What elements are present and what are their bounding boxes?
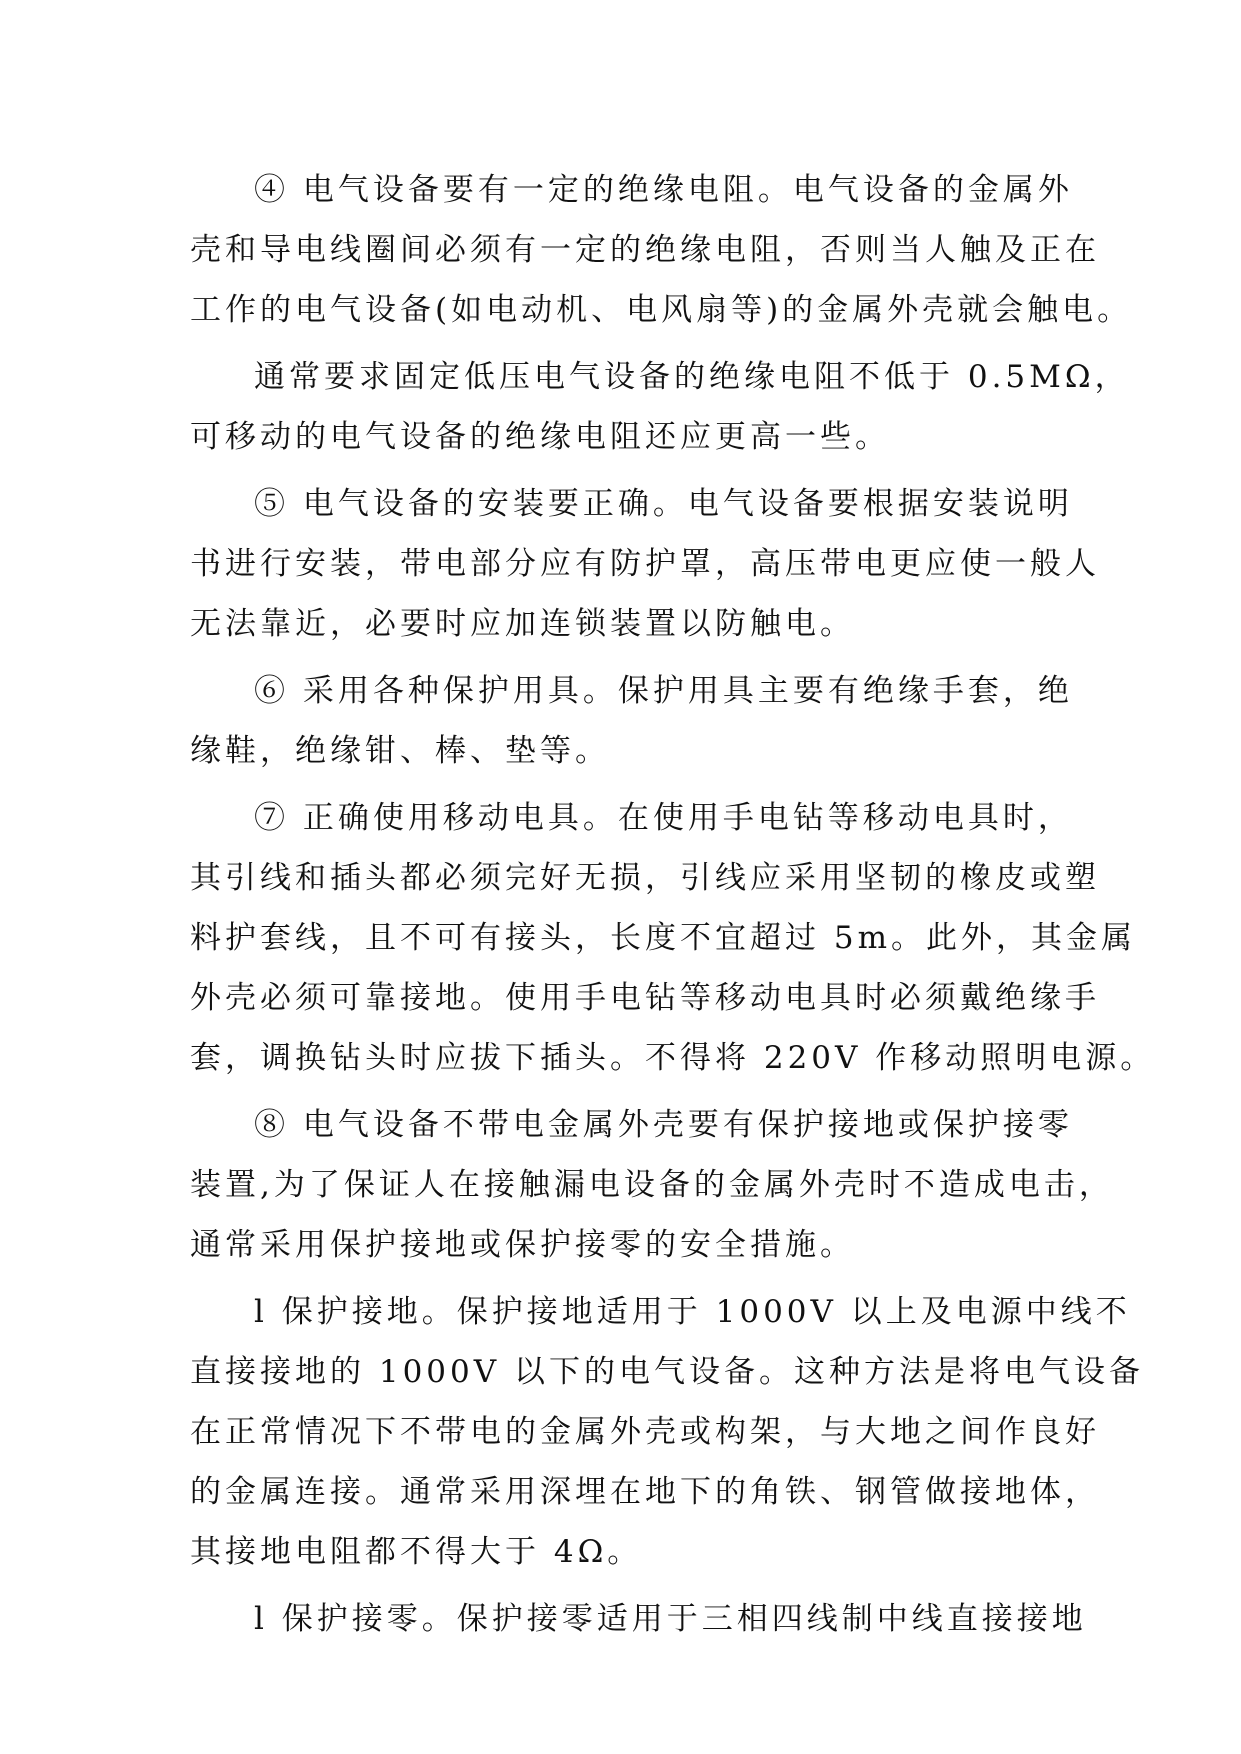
paragraph-3-line-2: 书进行安装，带电部分应有防护罩，高压带电更应使一般人 [190,546,1100,582]
paragraph-3-line-1: ⑤ 电气设备的安装要正确。电气设备要根据安装说明 [254,486,1073,522]
paragraph-6-line-3: 通常采用保护接地或保护接零的安全措施。 [190,1227,855,1263]
paragraph-5-line-1: ⑦ 正确使用移动电具。在使用手电钻等移动电具时， [254,800,1073,836]
paragraph-6-line-1: ⑧ 电气设备不带电金属外壳要有保护接地或保护接零 [254,1107,1073,1143]
paragraph-5-line-2: 其引线和插头都必须完好无损，引线应采用坚韧的橡皮或塑 [190,860,1100,896]
paragraph-1-line-2: 壳和导电线圈间必须有一定的绝缘电阻，否则当人触及正在 [190,232,1100,268]
paragraph-1-line-1: ④ 电气设备要有一定的绝缘电阻。电气设备的金属外 [254,172,1073,208]
paragraph-4-line-2: 缘鞋，绝缘钳、棒、垫等。 [190,733,610,769]
document-body [190,160,1156,1649]
paragraph-3-line-3: 无法靠近，必要时应加连锁装置以防触电。 [190,606,855,642]
paragraph-8-line-1: l 保护接零。保护接零适用于三相四线制中线直接接地 [254,1601,1087,1637]
paragraph-1-line-3: 工作的电气设备(如电动机、电风扇等)的金属外壳就会触电。 [190,292,1133,328]
paragraph-5-line-3: 料护套线，且不可有接头，长度不宜超过 5m。此外，其金属 [190,920,1136,956]
paragraph-7-line-1: l 保护接地。保护接地适用于 1000V 以上及电源中线不 [254,1294,1131,1330]
paragraph-2-line-1: 通常要求固定低压电气设备的绝缘电阻不低于 0.5MΩ， [254,359,1130,395]
paragraph-5-line-5: 套，调换钻头时应拔下插头。不得将 220V 作移动照明电源。 [190,1040,1156,1076]
paragraph-4-line-1: ⑥ 采用各种保护用具。保护用具主要有绝缘手套，绝 [254,673,1073,709]
paragraph-5-line-4: 外壳必须可靠接地。使用手电钻等移动电具时必须戴绝缘手 [190,980,1100,1016]
paragraph-7-line-4: 的金属连接。通常采用深埋在地下的角铁、钢管做接地体， [190,1474,1100,1510]
paragraph-7-line-3: 在正常情况下不带电的金属外壳或构架，与大地之间作良好 [190,1414,1100,1450]
paragraph-7-line-5: 其接地电阻都不得大于 4Ω。 [190,1534,643,1570]
paragraph-7-line-2: 直接接地的 1000V 以下的电气设备。这种方法是将电气设备 [190,1354,1144,1390]
paragraph-6-line-2: 装置,为了保证人在接触漏电设备的金属外壳时不造成电击， [190,1167,1114,1203]
paragraph-2-line-2: 可移动的电气设备的绝缘电阻还应更高一些。 [190,419,890,455]
